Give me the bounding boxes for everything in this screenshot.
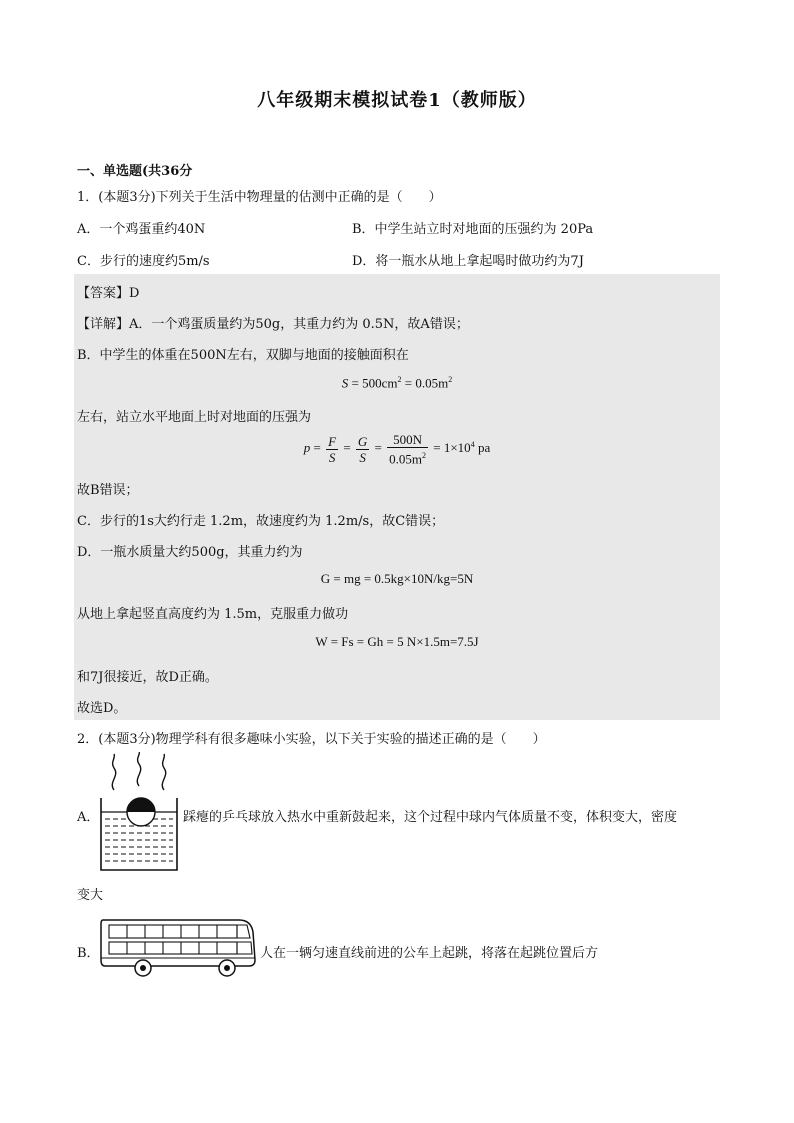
q1-option-b: B．中学生站立时对地面的压强约为 20Pa — [352, 222, 594, 237]
equation-work: W = Fs = Gh = 5 N×1.5m=7.5J — [315, 634, 479, 649]
equation-pressure: p = $\frac{F}{S}$ = $\frac{G}{S}$ = $\frac{500N}{0.05m^2}$ = $1\times 10^4$ pa — [303, 432, 491, 467]
detail-line-6: D．一瓶水质量大约500g，其重力约为 — [77, 545, 303, 560]
equation-weight: G = mg = 0.5kg×10N/kg=5N — [320, 571, 474, 586]
question-2-stem: 2．(本题3分)物理学科有很多趣味小实验，以下关于实验的描述正确的是（ ） — [77, 732, 546, 747]
detail-line-2: B．中学生的体重在500N左右，双脚与地面的接触面积在 — [77, 348, 409, 363]
q1-option-a: A．一个鸡蛋重约40N — [77, 222, 206, 237]
q1-option-c: C．步行的速度约5m/s — [77, 254, 210, 269]
detail-line-8: 和7J很接近，故D正确。 — [77, 670, 218, 685]
page-title: 八年级期末模拟试卷1（教师版） — [257, 90, 537, 111]
question-1-stem: 1．(本题3分)下列关于生活中物理量的估测中正确的是（ ） — [77, 190, 442, 205]
detail-line-4: 故B错误； — [77, 483, 139, 498]
q2-option-b-label: B． — [77, 946, 100, 961]
answer-block — [74, 274, 720, 720]
detail-line-5: C．步行的1s大约行走 1.2m，故速度约为 1.2m/s，故C错误； — [77, 514, 445, 529]
q2-option-a-text-cont: 变大 — [77, 888, 104, 903]
beaker-pingpong-image — [96, 752, 182, 874]
q2-option-b-text: 人在一辆匀速直线前进的公车上起跳，将落在起跳位置后方 — [260, 946, 599, 961]
detail-line-9: 故选D。 — [77, 701, 127, 716]
answer-label: 【答案】D — [77, 286, 140, 301]
equation-area: $S = 500cm^2 = 0.05m^2$ — [341, 375, 453, 391]
section-heading: 一、单选题(共36分 — [77, 164, 193, 179]
bus-image — [99, 914, 259, 978]
detail-line-3: 左右，站立水平地面上时对地面的压强为 — [77, 410, 312, 425]
detail-line-7: 从地上拿起竖直高度约为 1.5m，克服重力做功 — [77, 607, 349, 622]
detail-line-1: 【详解】A．一个鸡蛋质量约为50g，其重力约为 0.5N，故A错误； — [77, 317, 469, 332]
q1-option-d: D．将一瓶水从地上拿起喝时做功约为7J — [352, 254, 584, 269]
q2-option-a-text: 踩瘪的乒乓球放入热水中重新鼓起来，这个过程中球内气体质量不变，体积变大，密度 — [183, 810, 678, 825]
q2-option-a-label: A． — [77, 810, 100, 825]
